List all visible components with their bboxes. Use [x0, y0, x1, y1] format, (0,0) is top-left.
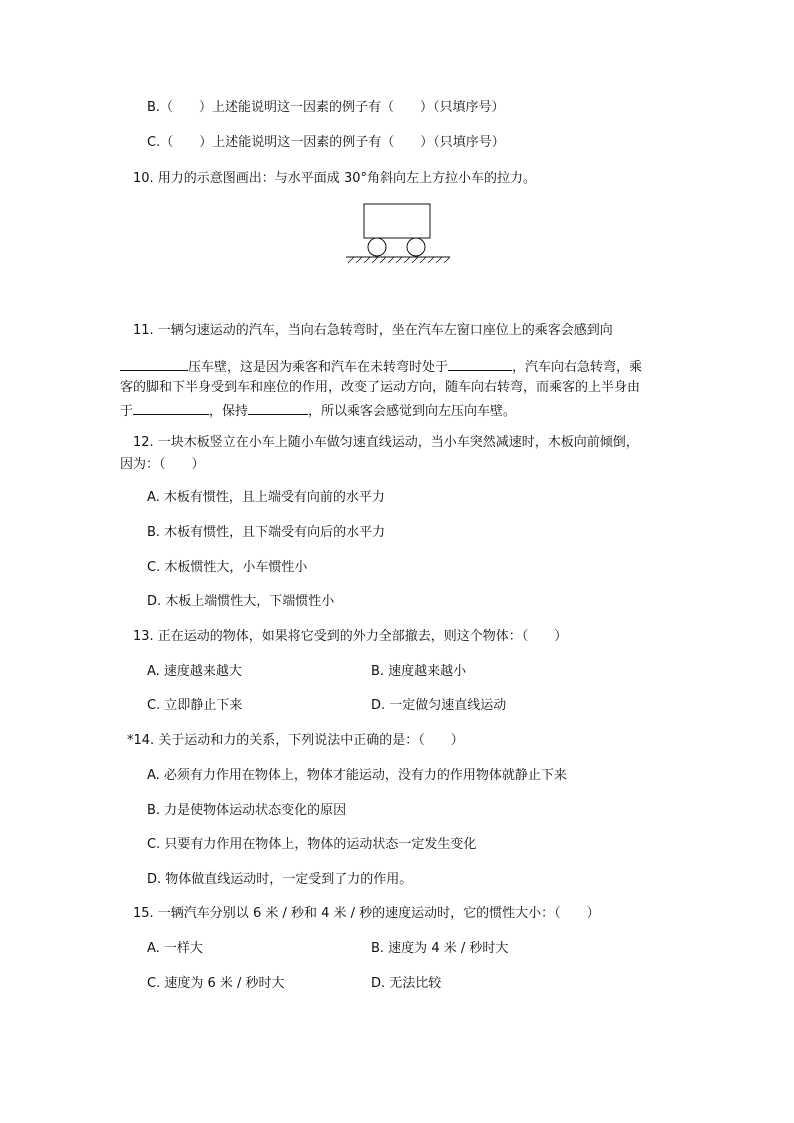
q14-option-d: D. 物体做直线运动时，一定受到了力的作用。 [147, 872, 413, 887]
q15-question: 15. 一辆汽车分别以 6 米 / 秒和 4 米 / 秒的速度运动时，它的惯性大小：（ ） [133, 906, 600, 921]
q11-line-4a: 于 [120, 404, 134, 419]
q14-option-a: A. 必须有力作用在物体上，物体才能运动，没有力的作用物体就静止下来 [147, 768, 567, 783]
q9-option-c: C.（ ）上述能说明这一因素的例子有（ ）（只填序号） [147, 135, 505, 150]
q13-option-b: B. 速度越来越小 [371, 664, 467, 679]
q11-line-2 [120, 356, 642, 377]
q12-option-b: B. 木板有惯性，且下端受有向后的水平力 [147, 525, 386, 540]
q10-question: 10. 用力的示意图画出：与水平面成 30°角斜向左上方拉小车的拉力。 [133, 171, 536, 186]
q11-line-4 [120, 400, 516, 421]
q12-line-2: 因为：（ ） [120, 457, 205, 472]
q14-question: *14. 关于运动和力的关系，下列说法中正确的是：（ ） [127, 733, 464, 748]
q14-option-b: B. 力是使物体运动状态变化的原因 [147, 803, 347, 818]
q13-option-c: C. 立即静止下来 [147, 698, 243, 713]
cart-diagram [340, 200, 455, 266]
q13-option-a: A. 速度越来越大 [147, 664, 242, 679]
q15-option-a: A. 一样大 [147, 941, 203, 956]
ground-hatching [348, 257, 450, 263]
q11-line-3: 客的脚和下半身受到车和座位的作用，改变了运动方向，随车向右转弯，而乘客的上半身由 [120, 380, 641, 395]
cart-body [364, 204, 430, 238]
q12-option-c: C. 木板惯性大，小车惯性小 [147, 560, 308, 575]
q11-line-2b: ，汽车向右急转弯，乘 [512, 360, 643, 375]
q11-blank-1[interactable] [120, 356, 188, 371]
q12-option-a: A. 木板有惯性，且上端受有向前的水平力 [147, 490, 385, 505]
q15-option-c: C. 速度为 6 米 / 秒时大 [147, 976, 285, 991]
q11-line-4c: ，所以乘客会感觉到向左压向车壁。 [308, 404, 517, 419]
q9-option-b: B.（ ）上述能说明这一因素的例子有（ ）（只填序号） [147, 100, 505, 115]
q15-option-d: D. 无法比较 [371, 976, 442, 991]
q11-line-4b: ，保持 [209, 404, 249, 419]
q13-question: 13. 正在运动的物体，如果将它受到的外力全部撤去，则这个物体：（ ） [133, 629, 568, 644]
q13-option-d: D. 一定做匀速直线运动 [371, 698, 507, 713]
cart-wheel-right [407, 238, 425, 256]
q11-line-1: 11. 一辆匀速运动的汽车，当向右急转弯时，坐在汽车左窗口座位上的乘客会感到向 [133, 323, 613, 338]
q12-option-d: D. 木板上端惯性大，下端惯性小 [147, 594, 335, 609]
q11-line-2a: 压车壁，这是因为乘客和汽车在未转弯时处于 [188, 360, 449, 375]
q14-option-c: C. 只要有力作用在物体上，物体的运动状态一定发生变化 [147, 837, 477, 852]
q11-blank-4[interactable] [248, 400, 308, 415]
cart-wheel-left [368, 238, 386, 256]
q15-option-b: B. 速度为 4 米 / 秒时大 [371, 941, 509, 956]
q11-blank-3[interactable] [133, 400, 209, 415]
q11-blank-2[interactable] [448, 356, 512, 371]
q12-line-1: 12. 一块木板竖立在小车上随小车做匀速直线运动，当小车突然减速时，木板向前倾倒， [133, 435, 639, 450]
